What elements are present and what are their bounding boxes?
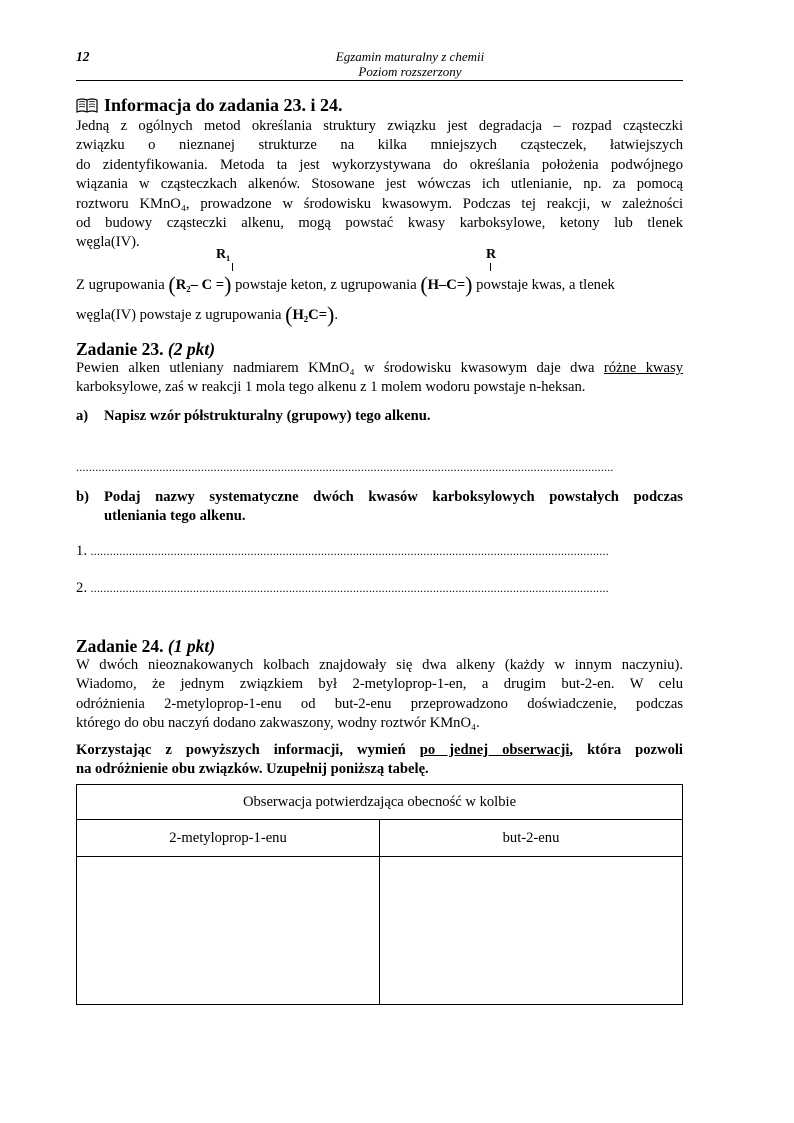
question-text: Podaj nazwy systematyczne dwóch kwasów karboksylowych powstałych podczas — [104, 489, 683, 505]
paren-open: ( — [168, 272, 176, 297]
info-heading — [76, 95, 343, 116]
table-header: Obserwacja potwierdzająca obecność w kolbie — [77, 785, 683, 820]
underlined-text: różne kwasy — [603, 360, 683, 376]
task24-line: którego do obu naczyń dodano zakwaszony, wodny roztwór KMnO₄. — [76, 715, 480, 732]
answer-cell-2[interactable] — [380, 857, 683, 1005]
text-fragment: Pewien alken utleniany nadmiarem KMnO₄ w środowisku kwasowym daje dwa — [76, 360, 604, 376]
info-line: wiązania w cząsteczkach alkenów. Stosowane jest wówczas ich utlenianie, np. za pomocą — [76, 176, 683, 193]
task24-heading — [76, 636, 215, 657]
column-header-2: but-2-enu — [380, 820, 683, 857]
task23-points: (2 pkt) — [167, 339, 216, 359]
book-icon — [76, 98, 98, 114]
answer-line-a[interactable]: ........................................................................................................................................................................ — [76, 460, 614, 474]
info-paragraph — [76, 117, 683, 253]
text-fragment: powstaje keton, z ugrupowania — [235, 277, 417, 293]
info-line: do zidentyfikowania. Metoda ta jest wykorzystywana do określania położenia podwójnego — [76, 156, 683, 173]
question-text: utleniania tego alkenu. — [104, 508, 246, 525]
task23-text — [76, 359, 683, 398]
observation-table — [76, 784, 683, 1005]
text-fragment: powstaje kwas, a tlenek — [476, 277, 615, 293]
column-header-1: 2-metyloprop-1-enu — [77, 820, 380, 857]
paren-open: ( — [285, 302, 293, 327]
task24-text — [76, 656, 683, 734]
answer-line-1[interactable]: 1. .................................................................................................................................................................. — [76, 543, 609, 559]
instruction-line — [76, 741, 683, 760]
paren-close: ) — [224, 272, 232, 297]
instruction-line: na odróżnienie obu związków. Uzupełnij poniższą tabelę. — [76, 761, 429, 778]
info-line: od budowy cząsteczki alkenu, mogą powstać kwasy karboksylowe, ketony lub tlenek — [76, 215, 683, 232]
text-fragment: Korzystając z powyższych informacji, wymień — [76, 742, 420, 758]
text-fragment: , która pozwoli — [569, 742, 683, 758]
r-substituent: R — [486, 247, 497, 262]
exam-title: Egzamin maturalny z chemii — [335, 49, 485, 64]
question-text: Napisz wzór półstrukturalny (grupowy) tego alkenu. — [104, 408, 431, 424]
paren-open: ( — [420, 272, 428, 297]
info-heading-text: Informacja do zadania 23. i 24. — [104, 95, 343, 115]
co2-group: H₂C= — [292, 307, 328, 323]
page-number: 12 — [76, 49, 90, 64]
answer-label: 1. — [76, 543, 88, 559]
acid-group: H–C= — [427, 277, 466, 293]
question-label: a) — [76, 408, 89, 424]
formula-line-1 — [76, 272, 615, 298]
question-label: b) — [76, 489, 89, 505]
info-line: roztworu KMnO₄, prowadzone w środowisku kwasowym. Podczas tej reakcji, w zależności — [76, 195, 683, 212]
text-fragment: Z ugrupowania — [76, 277, 165, 293]
bond-line — [490, 263, 491, 271]
task24-title: Zadanie 24. — [76, 636, 164, 656]
task23-line: karboksylowe, zaś w reakcji 1 mola tego alkenu z 1 molem wodoru powstaje n-heksan. — [76, 379, 586, 396]
question-a — [76, 407, 683, 426]
ketone-group: R₂– C = — [175, 277, 225, 293]
answer-cell-1[interactable] — [77, 857, 380, 1005]
task24-line: W dwóch nieoznakowanych kolbach znajdowały się dwa alkeny (każdy w innym naczyniu). — [76, 657, 683, 673]
info-line: węgla(IV). — [76, 234, 140, 251]
underlined-text: po jednej obserwacji — [419, 742, 570, 758]
header-divider — [76, 80, 683, 81]
text-fragment: węgla(IV) powstaje z ugrupowania — [76, 307, 282, 323]
task24-points: (1 pkt) — [167, 636, 216, 656]
task24-instruction — [76, 741, 683, 780]
question-b — [76, 488, 683, 527]
info-line: związku o nieznanej strukturze na kilka mniejszych cząsteczek, łatwiejszych — [76, 137, 683, 154]
task24-line: Wiadomo, że jednym związkiem był 2-metyloprop-1-en, a drugim but-2-en. W celu — [76, 676, 683, 693]
task23-heading — [76, 339, 215, 360]
task24-line: odróżnienia 2-metyloprop-1-enu od but-2-enu przeprowadzono doświadczenie, podczas — [76, 695, 683, 712]
formula-line-2 — [76, 302, 338, 328]
task23-title: Zadanie 23. — [76, 339, 164, 359]
r1-substituent: R₁ — [216, 247, 231, 262]
answer-line-2[interactable]: 2. .................................................................................................................................................................. — [76, 580, 609, 596]
paren-close: ) — [327, 302, 335, 327]
text-fragment: . — [334, 307, 339, 323]
task23-line — [76, 359, 683, 378]
paren-close: ) — [465, 272, 473, 297]
exam-level: Poziom rozszerzony — [358, 64, 462, 79]
answer-label: 2. — [76, 580, 88, 596]
bond-line — [232, 263, 233, 271]
info-line: Jedną z ogólnych metod określania struktury związku jest degradacja – rozpad cząsteczki — [76, 118, 683, 134]
